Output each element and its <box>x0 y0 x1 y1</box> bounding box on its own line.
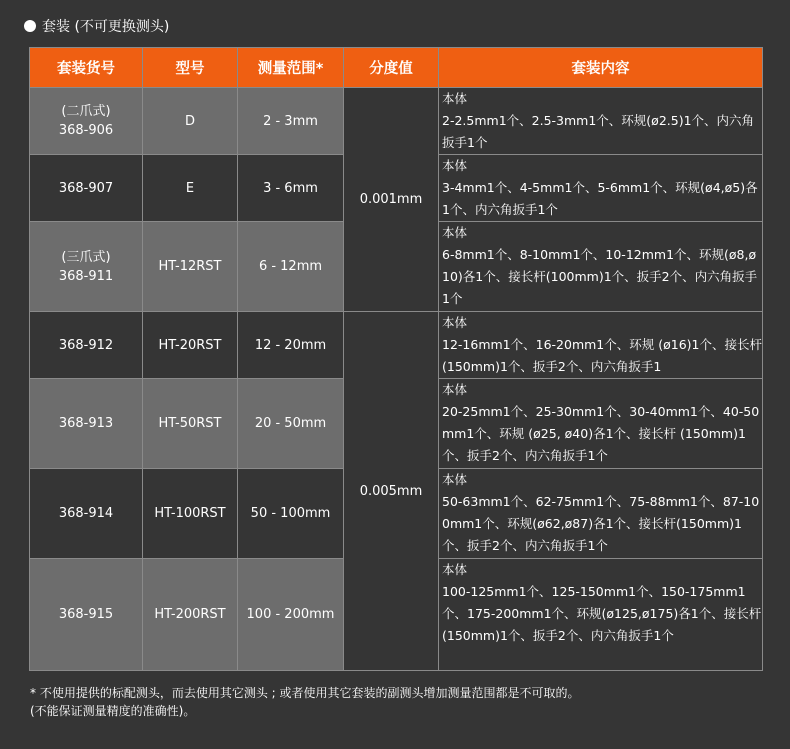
contents-cell <box>439 222 763 312</box>
kit-code: 368-907 <box>58 180 114 196</box>
table-row <box>30 312 763 379</box>
resolution-cell: 0.001mm <box>344 88 439 312</box>
footnote-line-2: (不能保证测量精度的准确性)。 <box>30 704 196 718</box>
range-cell: 3 - 6mm <box>238 155 344 222</box>
kit-type-label: (三爪式) <box>61 249 111 265</box>
range-cell: 50 - 100mm <box>238 469 344 559</box>
kit-code: 368-913 <box>58 416 114 431</box>
kit-code-cell <box>30 88 143 155</box>
contents-text: 20-25mm1个、25-30mm1个、30-40mm1个、40-50mm1个、环规 (ø25, ø40)各1个、接长杆 (150mm)1个、扳手2个、内六角扳手1个 <box>442 404 760 463</box>
header-resolution: 分度值 <box>344 48 439 88</box>
spec-table <box>29 47 763 671</box>
contents-lead: 本体 <box>442 315 468 330</box>
model-cell: HT-20RST <box>143 312 238 379</box>
range-cell: 100 - 200mm <box>238 559 344 671</box>
contents-cell <box>439 469 763 559</box>
kit-code: 368-912 <box>58 337 114 353</box>
kit-code: 368-914 <box>58 506 114 521</box>
range-cell: 6 - 12mm <box>238 222 344 312</box>
contents-cell <box>439 312 763 379</box>
contents-lead: 本体 <box>442 472 468 487</box>
header-contents: 套装内容 <box>439 48 763 88</box>
contents-lead: 本体 <box>442 225 468 240</box>
bullet-dot-icon <box>24 20 36 32</box>
range-cell: 20 - 50mm <box>238 379 344 469</box>
contents-text: 50-63mm1个、62-75mm1个、75-88mm1个、87-100mm1个、环规(ø62,ø87)各1个、接长杆(150mm)1个、扳手2个、内六角扳手1个 <box>442 494 760 553</box>
contents-cell <box>439 559 763 671</box>
contents-lead: 本体 <box>442 562 468 577</box>
page-title-text: 套装 (不可更换测头) <box>42 19 170 35</box>
model-cell: HT-200RST <box>143 559 238 671</box>
kit-code-cell <box>30 469 143 559</box>
contents-text: 12-16mm1个、16-20mm1个、环规 (ø16)1个、接长杆(150mm)1个、扳手2个、内六角扳手1 <box>442 337 762 374</box>
model-cell: HT-12RST <box>143 222 238 312</box>
kit-code-cell <box>30 155 143 222</box>
contents-text: 6-8mm1个、8-10mm1个、10-12mm1个、环规(ø8,ø10)各1个、接长杆(100mm)1个、扳手2个、内六角扳手1个 <box>442 247 758 306</box>
model-cell: D <box>143 88 238 155</box>
range-cell: 2 - 3mm <box>238 88 344 155</box>
footnote <box>30 684 770 720</box>
kit-code-cell <box>30 312 143 379</box>
kit-code-cell <box>30 222 143 312</box>
kit-type-label: (二爪式) <box>61 104 111 119</box>
contents-text: 2-2.5mm1个、2.5-3mm1个、环规(ø2.5)1个、内六角扳手1个 <box>442 113 755 150</box>
kit-code-cell <box>30 559 143 671</box>
contents-cell <box>439 88 763 155</box>
model-cell: HT-50RST <box>143 379 238 469</box>
contents-text: 100-125mm1个、125-150mm1个、150-175mm1个、175-200mm1个、环规(ø125,ø175)各1个、接长杆 (150mm)1个、扳手2个、内六角扳手1个 <box>442 584 762 643</box>
contents-cell <box>439 155 763 222</box>
contents-lead: 本体 <box>442 91 468 106</box>
header-range: 测量范围* <box>238 48 344 88</box>
model-cell: HT-100RST <box>143 469 238 559</box>
contents-lead: 本体 <box>442 382 468 397</box>
kit-code-cell <box>30 379 143 469</box>
contents-lead: 本体 <box>442 158 468 173</box>
model-cell: E <box>143 155 238 222</box>
kit-code: 368-911 <box>58 268 114 284</box>
kit-code: 368-906 <box>58 123 114 138</box>
kit-code: 368-915 <box>58 607 114 622</box>
range-cell: 12 - 20mm <box>238 312 344 379</box>
header-model: 型号 <box>143 48 238 88</box>
table-header-row <box>30 48 763 88</box>
contents-text: 3-4mm1个、4-5mm1个、5-6mm1个、环规(ø4,ø5)各1个、内六角扳手1个 <box>442 180 758 217</box>
page-title <box>24 14 169 38</box>
resolution-cell: 0.005mm <box>344 312 439 671</box>
header-kit-code: 套装货号 <box>30 48 143 88</box>
footnote-line-1: * 不使用提供的标配测头，而去使用其它测头 ; 或者使用其它套装的副测头增加测量范围都是不可取的。 <box>30 686 580 700</box>
table-row <box>30 88 763 155</box>
contents-cell <box>439 379 763 469</box>
